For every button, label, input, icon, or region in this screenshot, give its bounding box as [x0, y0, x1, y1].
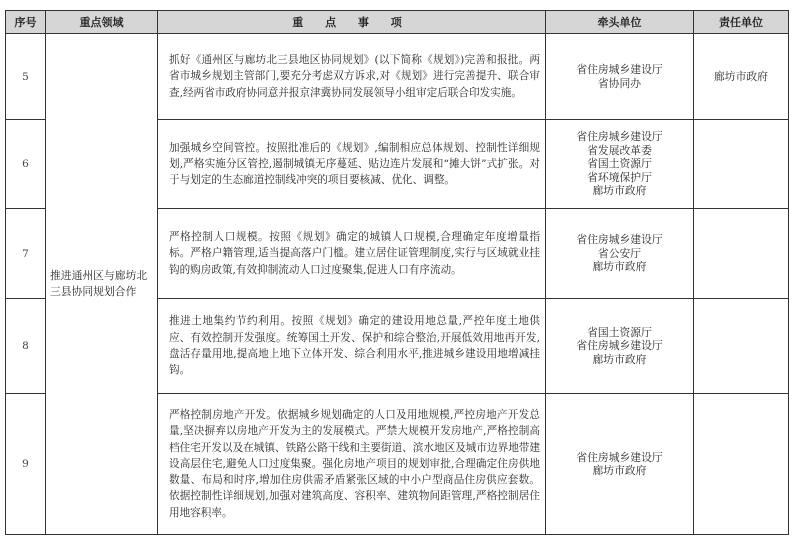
lead-unit: 省住房城乡建设厅	[576, 63, 663, 77]
lead-unit: 省国土资源厅	[587, 325, 652, 339]
matter-text: 严格控制人口规模。按照《规划》确定的城镇人口规模,合理确定年度增量指标。严格户籍管理,适当提高落户门槛。建立居住证管理制度,实行与区域就业挂钩的购房政策,有效抑制流动人口过度聚集,促进人口有序流动。	[169, 231, 540, 276]
key-area-cell: 推进通州区与廊坊北三县协同规划合作	[46, 34, 158, 535]
row-number: 6	[6, 120, 46, 209]
lead-unit: 省国土资源厅	[587, 157, 652, 171]
responsible-unit-cell	[694, 299, 789, 394]
lead-unit: 省住房城乡建设厅	[576, 130, 663, 144]
lead-unit-cell	[546, 299, 694, 394]
matter-text: 推进土地集约节约利用。按照《规划》确定的建设用地总量,严控年度土地供应、有效控制开发强度。统筹国土开发、保护和综合整治,开展低效用地再开发,盘活存量用地,提高地上地下立体开发、综合利用水平,推进城乡建设用地增减挂钩。	[169, 315, 540, 377]
header-lead-unit: 牵头单位	[546, 11, 694, 34]
lead-unit: 省发展改革委	[587, 143, 652, 157]
header-row	[6, 11, 789, 34]
lead-unit: 廊坊市政府	[592, 464, 647, 477]
table-row	[6, 34, 789, 120]
header-responsible-unit: 责任单位	[694, 11, 789, 34]
responsible-unit: 廊坊市政府	[714, 69, 768, 83]
header-matters: 重 点 事 项	[158, 11, 546, 34]
matter-cell	[158, 299, 546, 394]
lead-unit: 省住房城乡建设厅	[576, 339, 663, 353]
lead-unit-cell	[546, 394, 694, 535]
matter-cell	[158, 209, 546, 299]
key-tasks-table	[5, 10, 789, 535]
lead-unit: 省住房城乡建设厅	[576, 233, 663, 247]
matter-text: 抓好《通州区与廊坊北三县地区协同规划》(以下简称《规划》)完善和报批。两省市城乡规划主管部门,要充分考虑双方诉求,对《规划》进行完善提升、联合审查,经两省市政府协同意并报京津冀协同发展领导小组审定后联合印发实施。	[169, 54, 540, 99]
matter-text: 严格控制房地产开发。依据城乡规划确定的人口及用地规模,严控房地产开发总量,坚决摒弃以房地产开发为主的发展模式。严禁大规模开发房地产,严格控制高档住宅开发以及在城镇、铁路公路干线和主要街道、滨水地区及城市边界地带建设高层住宅,避免人口过度集聚。强化房地产项目的规划审批,合理确定住房供地数量、布局和时序,增加住房供需矛盾紧张区域的中小户型商品住房供应套数。依据控制性详细规划,加强对建筑高度、容积率、建筑物间距管理,严格控制居住用地容积率。	[169, 408, 540, 519]
responsible-unit-cell	[694, 209, 789, 299]
lead-unit: 廊坊市政府	[592, 184, 647, 198]
row-number: 5	[6, 34, 46, 120]
lead-unit: 廊坊市政府	[592, 352, 647, 366]
lead-unit-cell	[546, 209, 694, 299]
lead-unit-cell	[546, 34, 694, 120]
header-seq: 序号	[6, 11, 46, 34]
lead-unit: 省协同办	[597, 76, 642, 90]
responsible-unit-cell	[694, 34, 789, 120]
responsible-unit-cell	[694, 394, 789, 535]
matter-cell	[158, 120, 546, 209]
row-number: 7	[6, 209, 46, 299]
matter-cell	[158, 34, 546, 120]
header-area: 重点领域	[46, 11, 158, 34]
lead-unit: 廊坊市政府	[592, 260, 647, 274]
lead-unit: 省环境保护厅	[587, 170, 652, 184]
matter-cell	[158, 394, 546, 535]
matter-text: 加强城乡空间管控。按照批准后的《规划》,编制相应总体规划、控制性详细规划,严格实施分区管控,遏制城镇无序蔓延、贴边连片发展和“摊大饼”式扩张。对于与划定的生态廊道控制线冲突的项目要核减、优化、调整。	[169, 141, 540, 187]
row-number: 8	[6, 299, 46, 394]
row-number: 9	[6, 394, 46, 535]
lead-unit: 省公安厅	[597, 246, 642, 260]
lead-unit-cell	[546, 120, 694, 209]
lead-unit: 省住房城乡建设厅	[576, 450, 663, 464]
responsible-unit-cell	[694, 120, 789, 209]
